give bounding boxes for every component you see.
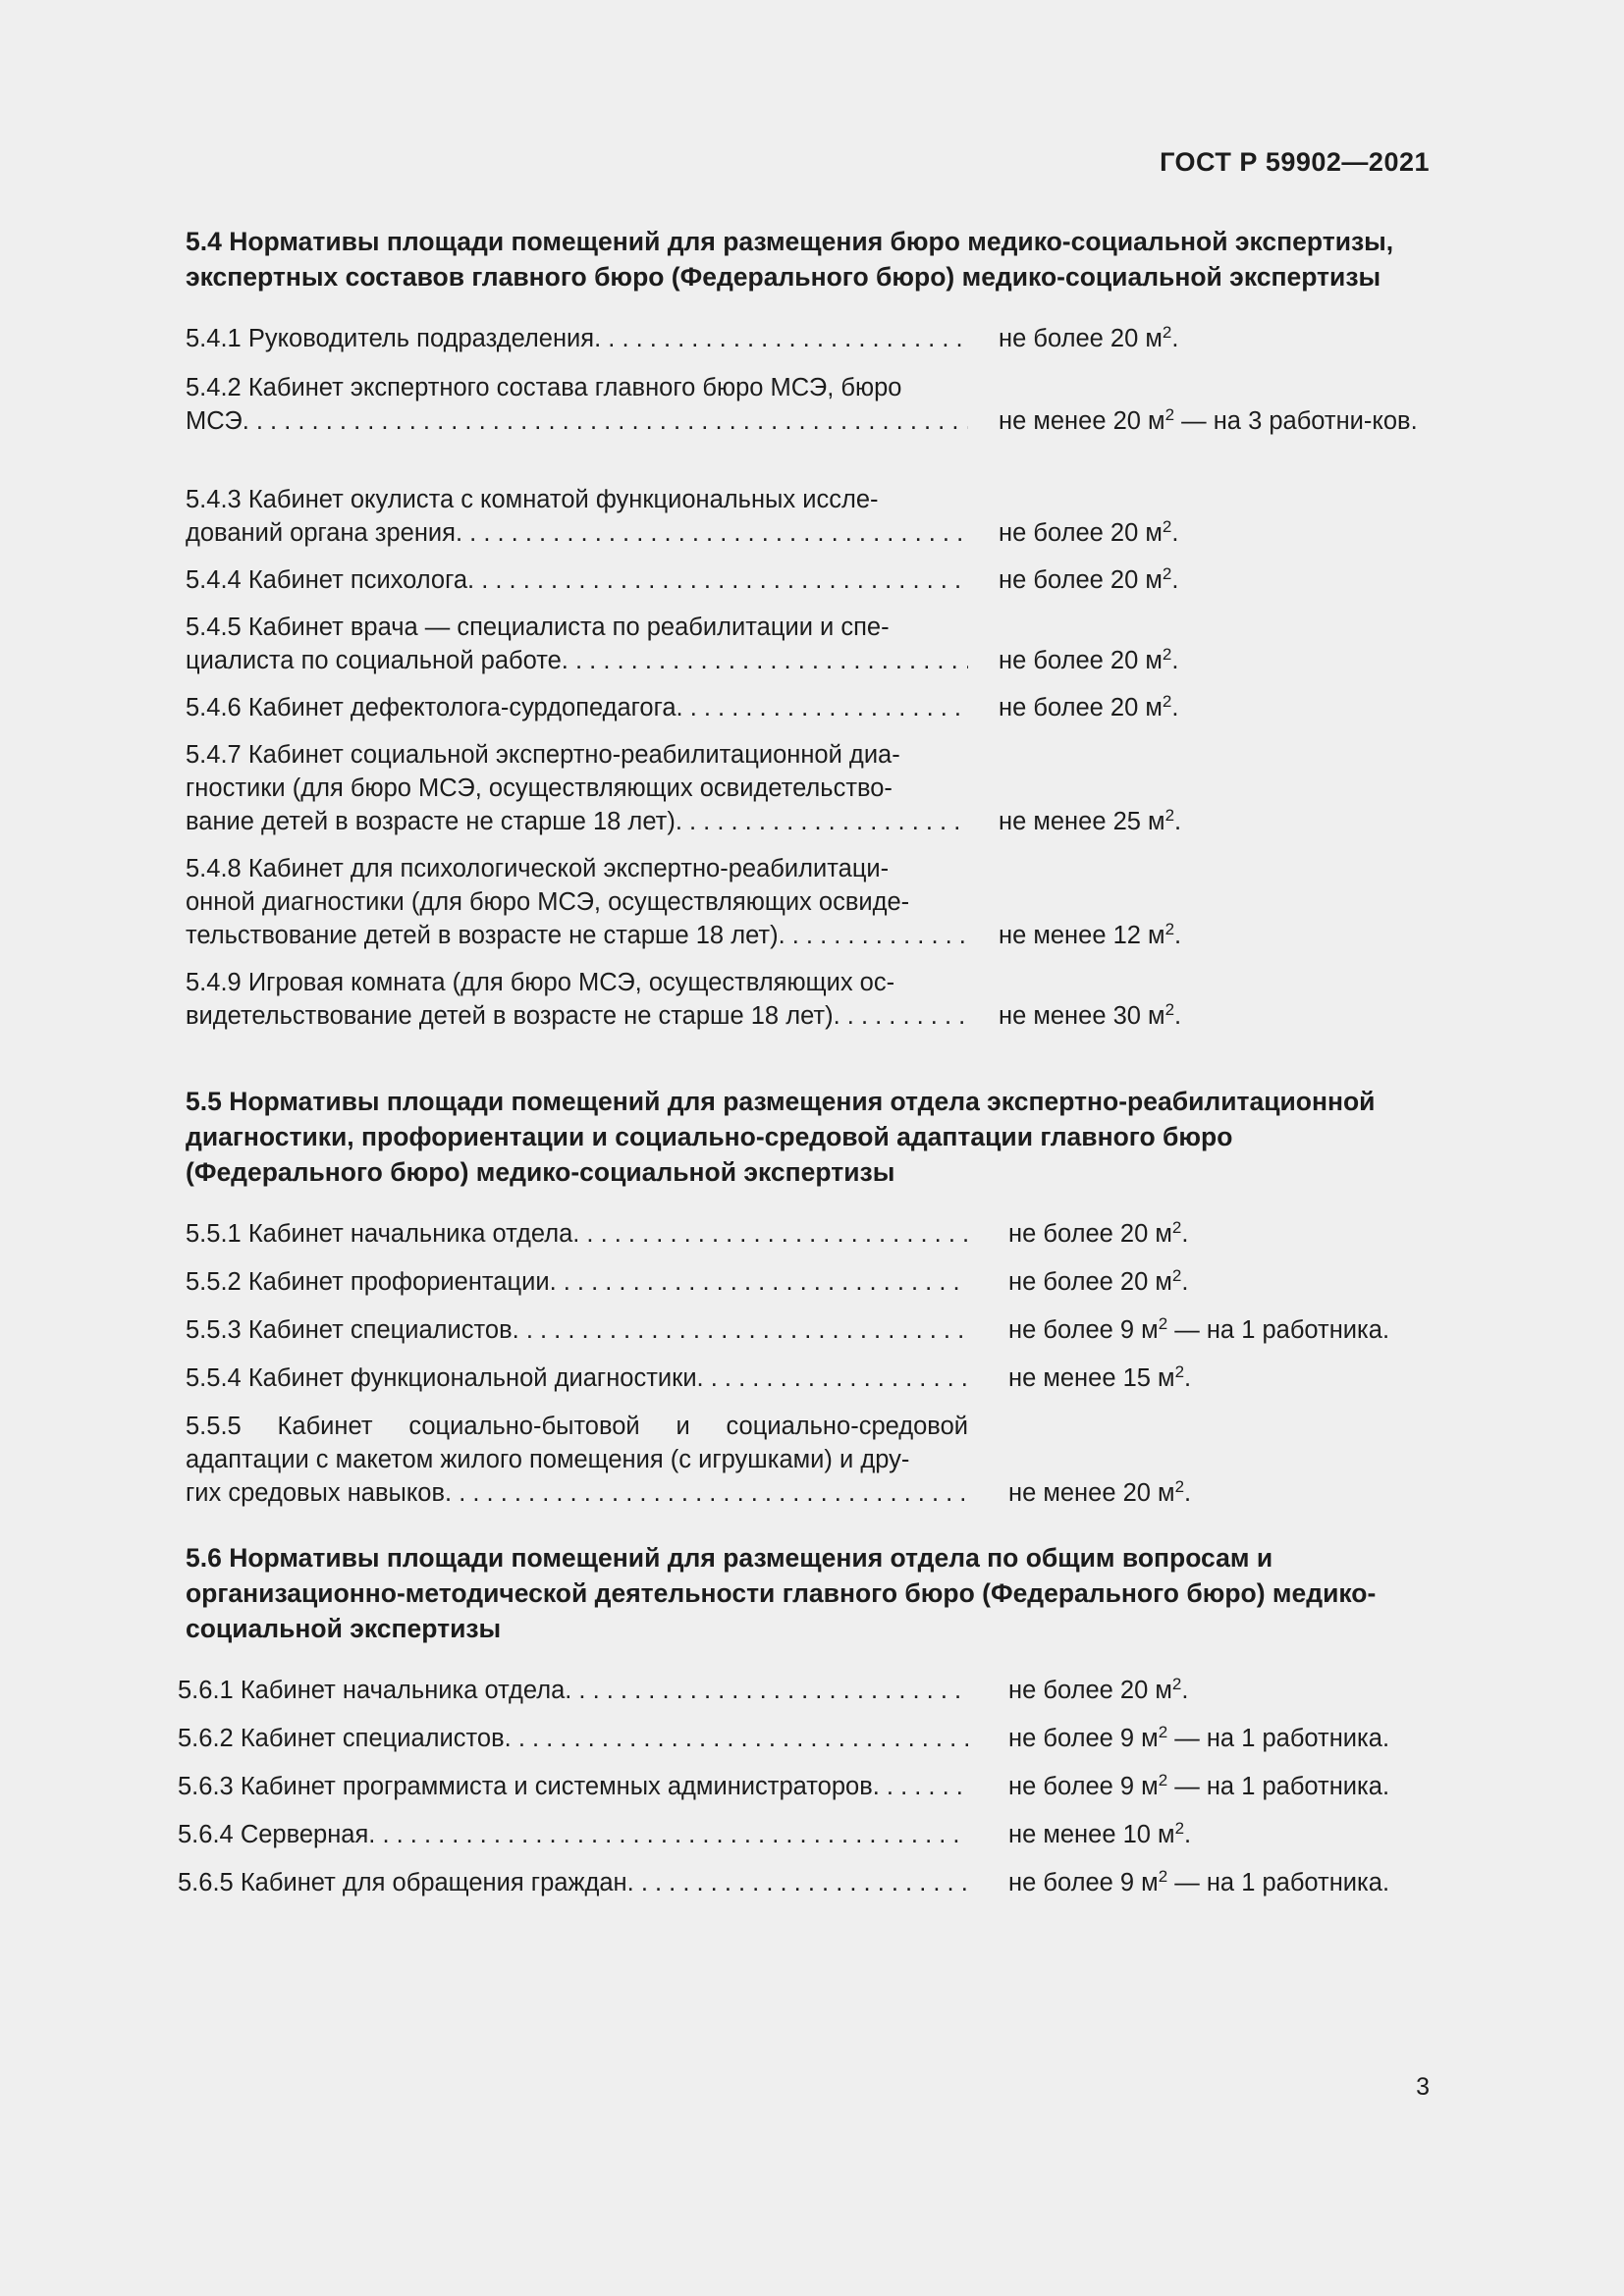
entry-value: не более 9 $м^2$ — на 1 работника. <box>1008 1723 1390 1752</box>
entry-value: не более 20 $м^2$. <box>1008 1266 1189 1296</box>
entry-5-4-5: 5.4.5 Кабинет врача — специалиста по реабилитации и спе- циалиста по социальной работе. . . . не более 20 $м^2$. <box>186 611 1431 691</box>
entry-5-5-4 <box>186 1362 1431 1410</box>
entry-number: 5.4.2 <box>186 374 242 401</box>
standard-id-header: ГОСТ Р 59902—2021 <box>1160 147 1430 177</box>
entry-5-5-2 <box>186 1265 1431 1313</box>
entry-5-6-2 <box>178 1722 1423 1770</box>
entry-text: Кабинет социально-бытовой и социально-средовой <box>277 1413 968 1440</box>
entry-value: не более 20 $м^2$. <box>999 645 1179 674</box>
entry-5-6-5 <box>178 1866 1423 1914</box>
entry-number: 5.4.8 <box>186 855 242 882</box>
entry-text-line: адаптации с макетом жилого помещения (с игрушками) и дру- <box>186 1446 910 1473</box>
entry-text-line: гностики (для бюро МСЭ, осуществляющих освидетельство- <box>186 774 893 802</box>
entry-number: 5.5.4 <box>186 1364 242 1392</box>
section-title: 5.6 Нормативы площади помещений для размещения отдела по общим вопросам и организационно-методической деятельности главного бюро (Федерального бюро) медико-социальной экспертизы <box>186 1543 1377 1643</box>
entry-5-6-3 <box>178 1770 1423 1818</box>
entry-number: 5.6.4 <box>178 1821 234 1848</box>
section-5-5 <box>186 1084 1431 1510</box>
entry-text: Кабинет начальника отдела. <box>247 1220 580 1248</box>
entry-text-last: МСЭ. . . . <box>186 404 968 438</box>
entry-value: не менее 30 $м^2$. <box>999 1000 1182 1030</box>
entry-number: 5.4.4 <box>186 566 242 594</box>
entry-text: Руководитель подразделения. <box>247 325 602 352</box>
entry-number: 5.6.3 <box>178 1773 234 1800</box>
entry-value: не менее 25 $м^2$. <box>999 806 1182 835</box>
section-title: 5.4 Нормативы площади помещений для размещения бюро медико-социальной экспертизы, экспертных составов главного бюро (Федерального бюро) медико-социальной экспертизы <box>186 227 1394 292</box>
entry-5-4-2 <box>186 371 1431 483</box>
entry-5-4-1 <box>186 322 1431 371</box>
entry-5-4-3: 5.4.3 Кабинет окулиста с комнатой функциональных иссле- дований органа зрения. . . . не более 20 $м^2$. <box>186 483 1431 563</box>
entry-value: не более 20 $м^2$. <box>1008 1218 1189 1248</box>
entry-5-4-7: 5.4.7 Кабинет социальной экспертно-реабилитационной диа- гностики (для бюро МСЭ, осуществляющих освидетельство- вание детей в возрасте не старше 18 лет). . . . не менее 25 $м^2$. <box>186 738 1431 852</box>
entry-text: Кабинет программиста и системных администраторов. <box>240 1773 880 1800</box>
entry-5-6-1 <box>178 1674 1423 1722</box>
entry-value: не более 20 $м^2$. <box>1008 1675 1189 1704</box>
entry-text: Кабинет окулиста с комнатой функциональных иссле- <box>247 486 879 513</box>
entry-list <box>186 1217 1431 1510</box>
entry-number: 5.6.2 <box>178 1725 234 1752</box>
entry-text: Кабинет начальника отдела. <box>240 1677 572 1704</box>
entry-number: 5.4.1 <box>186 325 242 352</box>
entry-text-line: онной диагностики (для бюро МСЭ, осуществляющих освиде- <box>186 888 910 916</box>
entry-value: не более 20 $м^2$. <box>999 564 1179 594</box>
entry-value: не менее 20 $м^2$. <box>1008 1477 1192 1507</box>
entry-value: не менее 12 $м^2$. <box>999 920 1182 949</box>
entry-text: Кабинет для обращения граждан. <box>240 1869 634 1896</box>
entry-number: 5.4.9 <box>186 969 242 996</box>
entry-value: не менее 10 $м^2$. <box>1008 1819 1192 1848</box>
entry-5-5-5: 5.5.5 Кабинет социально-бытовой и социально-средовой адаптации с макетом жилого помещения (с игрушками) и дру- гих средовых навыков. . . . не менее 20 $м^2$. <box>186 1410 1431 1510</box>
entry-text: Кабинет экспертного состава главного бюро МСЭ, бюро <box>247 374 902 401</box>
entry-5-5-3 <box>186 1313 1431 1362</box>
entry-number: 5.4.7 <box>186 741 242 769</box>
entry-number: 5.5.1 <box>186 1220 242 1248</box>
entry-value: не более 9 $м^2$ — на 1 работника. <box>1008 1314 1390 1344</box>
section-5-6 <box>178 1540 1431 1914</box>
entry-5-4-6 <box>186 691 1431 738</box>
entry-text: Кабинет для психологической экспертно-реабилитаци- <box>247 855 890 882</box>
entry-number: 5.6.1 <box>178 1677 234 1704</box>
entry-number: 5.4.5 <box>186 614 242 641</box>
entry-number: 5.4.6 <box>186 694 242 721</box>
entry-text: Кабинет функциональной диагностики. <box>247 1364 704 1392</box>
entry-list <box>186 322 1431 1035</box>
entry-5-5-1 <box>186 1217 1431 1265</box>
entry-5-6-4 <box>178 1818 1423 1866</box>
entry-text: Кабинет социальной экспертно-реабилитационной диа- <box>247 741 900 769</box>
entry-5-4-9: 5.4.9 Игровая комната (для бюро МСЭ, осуществляющих ос- видетельствование детей в возрасте не старше 18 лет). . . . не менее 30 $м^2$. <box>186 966 1431 1035</box>
entry-text: Кабинет специалистов. <box>247 1316 519 1344</box>
entry-text: Кабинет профориентации. <box>247 1268 557 1296</box>
entry-value: не более 20 $м^2$. <box>999 517 1179 547</box>
entry-value: не более 9 $м^2$ — на 1 работника. <box>1008 1771 1390 1800</box>
entry-list <box>178 1674 1431 1914</box>
entry-number: 5.5.3 <box>186 1316 242 1344</box>
section-title: 5.5 Нормативы площади помещений для размещения отдела экспертно-реабилитационной диагностики, профориентации и социально-средовой адаптации главного бюро (Федерального бюро) медико-социальной экспертизы <box>186 1087 1376 1187</box>
entry-value: не более 20 $м^2$. <box>999 692 1179 721</box>
entry-value: не более 9 $м^2$ — на 1 работника. <box>1008 1867 1390 1896</box>
page-number: 3 <box>1416 2073 1430 2101</box>
entry-value: не более 20 $м^2$. <box>999 323 1179 352</box>
entry-number: 5.5.5 <box>186 1413 242 1440</box>
entry-number: 5.4.3 <box>186 486 242 513</box>
section-5-4 <box>186 224 1431 1035</box>
entry-number: 5.5.2 <box>186 1268 242 1296</box>
entry-text: Кабинет психолога. <box>247 566 475 594</box>
entry-text: Кабинет дефектолога-сурдопедагога. <box>247 694 683 721</box>
entry-value: не менее 15 $м^2$. <box>1008 1362 1192 1392</box>
entry-text: Игровая комната (для бюро МСЭ, осуществляющих ос- <box>247 969 895 996</box>
entry-text: Кабинет специалистов. <box>240 1725 512 1752</box>
entry-number: 5.6.5 <box>178 1869 234 1896</box>
entry-5-4-8: 5.4.8 Кабинет для психологической экспертно-реабилитаци- онной диагностики (для бюро МСЭ, осуществляющих освиде- тельствование детей в возрасте не старше 18 лет). . . . не менее 12 $м^2$. <box>186 852 1431 966</box>
entry-text: Кабинет врача — специалиста по реабилитации и спе- <box>247 614 890 641</box>
entry-text: Серверная. <box>240 1821 376 1848</box>
entry-5-4-4 <box>186 563 1431 611</box>
entry-value: не менее 20 $м^2$ — на 3 работни-ков. <box>999 405 1418 435</box>
